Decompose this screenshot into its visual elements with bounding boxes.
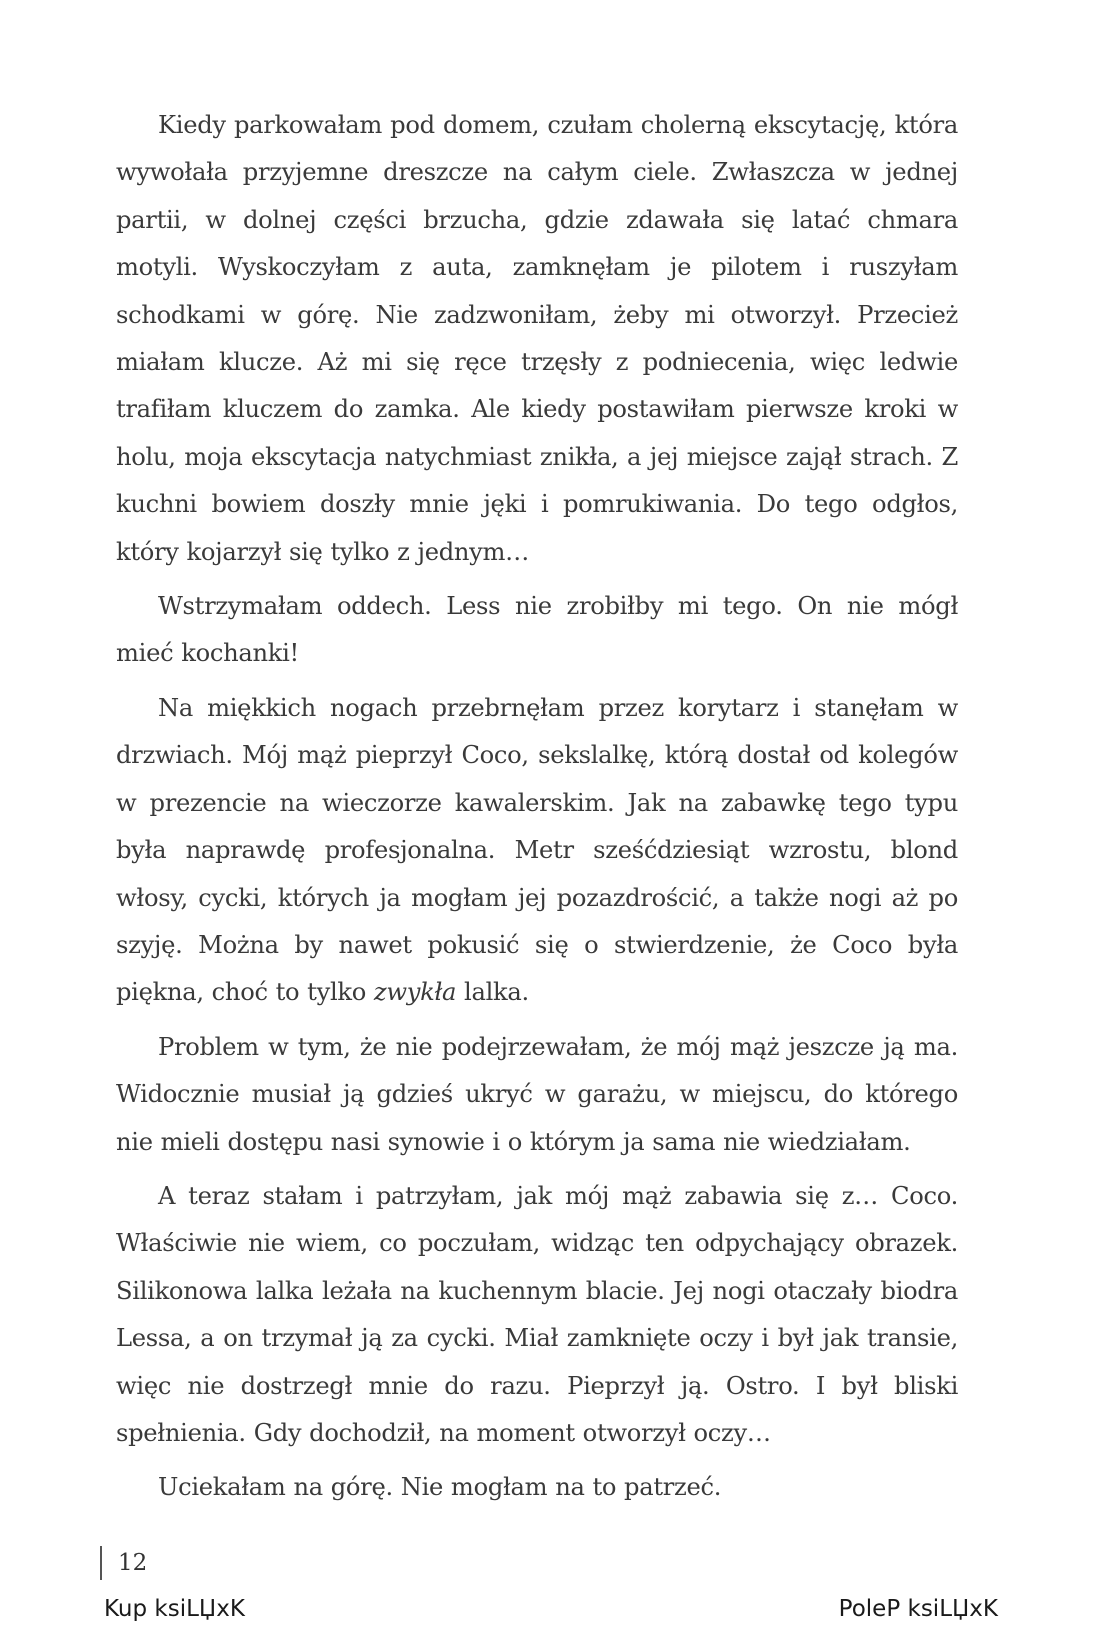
paragraph-2: Wstrzymałam oddech. Less nie zrobiłby mi tego. On nie mógł mieć kochanki! — [116, 592, 958, 668]
page-body — [116, 102, 958, 1519]
recommend-book-link[interactable]: PoleP ksiLЏxK — [838, 1596, 998, 1622]
paragraph-3: Na miękkich nogach przebrnęłam przez korytarz i stanęłam w drzwiach. Mój mąż pieprzył Coco, sekslalkę, którą dostał od kolegów w prezencie na wieczorze kawalerskim. Jak na zabawkę tego typu była naprawdę profesjonalna. Metr sześćdziesiąt wzrostu, blond włosy, cycki, których ja mogłam jej pozazdrościć, a także nogi aż po szyję. Można by nawet pokusić się o stwierdzenie, że Coco była piękna, choć to tylko zwykła lalka. — [116, 693, 958, 1007]
emphasis-word: zwykła — [373, 978, 457, 1007]
paragraph-5: A teraz stałam i patrzyłam, jak mój mąż zabawia się z… Coco. Właściwie nie wiem, co poczułam, widząc ten odpychający obrazek. Silikonowa lalka leżała na kuchennym blacie. Jej nogi otaczały biodra Lessa, a on trzymał ją za cycki. Miał zamknięte oczy i był jak transie, więc nie dostrzegł mnie do razu. Pieprzył ją. Ostro. I był bliski spełnienia. Gdy dochodził, na moment otworzył oczy… — [116, 1181, 958, 1447]
paragraph-1: Kiedy parkowałam pod domem, czułam cholerną ekscytację, która wywołała przyjemne dreszcze na całym ciele. Zwłaszcza w jednej partii, w dolnej części brzucha, gdzie zdawała się latać chmara motyli. Wyskoczyłam z auta, zamknęłam je pilotem i ruszyłam schodkami w górę. Nie zadzwoniłam, żeby mi otworzył. Przecież miałam klucze. Aż mi się ręce trzęsły z podniecenia, więc ledwie trafiłam kluczem do zamka. Ale kiedy postawiłam pierwsze kroki w holu, moja ekscytacja natychmiast znikła, a jej miejsce zajął strach. Z kuchni bowiem doszły mnie jęki i pomrukiwania. Do tego odgłos, który kojarzył się tylko z jednym… — [116, 111, 958, 566]
paragraph-6: Uciekałam na górę. Nie mogłam na to patrzeć. — [158, 1473, 722, 1502]
page-number: 12 — [100, 1546, 147, 1580]
buy-book-link[interactable]: Kup ksiLЏxK — [104, 1596, 245, 1622]
paragraph-4: Problem w tym, że nie podejrzewałam, że mój mąż jeszcze ją ma. Widocznie musiał ją gdzieś ukryć w garażu, w miejscu, do którego nie mieli dostępu nasi synowie i o którym ja sama nie wiedziałam. — [116, 1032, 958, 1156]
